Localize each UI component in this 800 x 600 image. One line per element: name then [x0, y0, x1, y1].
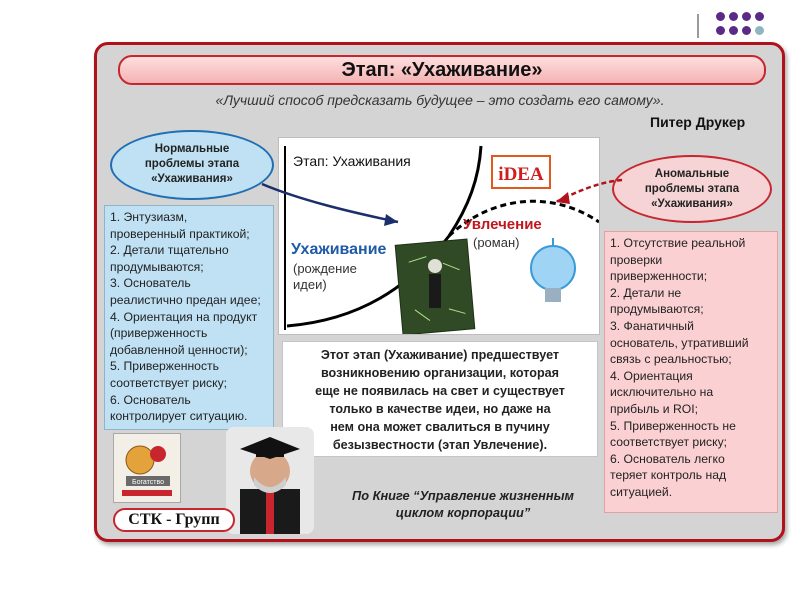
description-line: безызвестности (этап Увлечение). [332, 438, 548, 452]
list-line: (приверженность [110, 326, 208, 341]
description-line: еще не появилась на свет и существует [315, 384, 565, 398]
lightbulb-icon [531, 238, 575, 302]
courtship-label: Ухаживание [291, 241, 387, 258]
list-line: 5. Приверженность [110, 359, 219, 374]
company-badge: СТК - Групп [113, 508, 235, 532]
cloud-line: Нормальные [154, 143, 230, 155]
idea-badge [492, 156, 550, 188]
normal-problems-cloud [110, 130, 274, 200]
list-line: продумываются; [110, 259, 204, 274]
list-line: проверенный практикой; [110, 226, 250, 241]
stage-description [282, 341, 598, 457]
cloud-line: «Ухаживания» [651, 198, 733, 210]
list-line: 3. Фанатичный [610, 318, 694, 333]
corner-divider [697, 14, 699, 38]
book-caption [332, 487, 594, 521]
idea-badge-text: iDEA [498, 164, 544, 185]
description-line: возникновению организации, которая [320, 366, 560, 380]
quote-text: «Лучший способ предсказать будущее – это создать его самому». [215, 92, 665, 108]
abnormal-problems-cloud [612, 155, 772, 223]
list-line: 4. Ориентация на продукт [110, 309, 258, 324]
list-line: связь с реальностью; [610, 352, 732, 367]
chalkboard-image [395, 239, 475, 335]
cloud-line: проблемы этапа [144, 158, 240, 170]
courtship-sub-label-2: идеи) [293, 277, 327, 292]
list-line: прибыль и ROI; [610, 401, 699, 416]
list-line: проверки [610, 252, 663, 267]
caption-line: По Книге “Управление жизненным [352, 488, 574, 503]
abnormal-problems-list [604, 231, 778, 513]
list-line: соответствует риску; [110, 375, 228, 390]
list-line: продумываются; [610, 302, 704, 317]
quote-author: Питер Друкер [650, 114, 746, 130]
lifecycle-chart-svg [279, 138, 600, 335]
caption-line: циклом корпорации” [395, 505, 531, 520]
description-line: только в качестве идеи, но даже на [329, 402, 551, 416]
list-line: ситуацией. [610, 484, 673, 499]
list-line: 2. Детали тщательно [110, 243, 229, 258]
list-line: приверженности; [610, 269, 708, 284]
list-line: 1. Отсутствие реальной [610, 236, 746, 250]
list-line: 4. Ориентация [610, 368, 693, 383]
decorative-dots [716, 12, 776, 38]
list-line: 6. Основатель легко [610, 451, 725, 466]
list-line: 2. Детали не [610, 285, 682, 300]
page-title: Этап: «Ухаживание» [118, 55, 766, 85]
list-line: реалистично предан идее; [110, 292, 261, 307]
list-line: 3. Основатель [110, 276, 191, 291]
author-photo [226, 427, 314, 534]
list-line: добавленной ценности); [110, 342, 248, 357]
description-line: Этот этап (Ухаживание) предшествует [320, 348, 560, 362]
normal-problems-list [104, 205, 274, 430]
cloud-line: «Ухаживания» [151, 173, 233, 185]
list-line: основатель, утративший [610, 335, 749, 350]
list-line: 5. Приверженность не [610, 418, 736, 433]
list-line: исключительно на [610, 385, 714, 400]
list-line: 6. Основатель [110, 392, 191, 407]
book-cover-title: Богатство [132, 479, 164, 486]
list-line: теряет контроль над [610, 468, 727, 483]
courtship-sub-label-1: (рождение [293, 261, 357, 276]
cloud-line: проблемы этапа [644, 183, 740, 195]
list-line: 1. Энтузиазм, [110, 210, 188, 224]
list-line: контролирует ситуацию. [110, 409, 248, 424]
affair-label: Увлечение [463, 216, 542, 233]
affair-sub-label: (роман) [473, 235, 520, 250]
chart-heading: Этап: Ухаживания [293, 153, 411, 169]
description-line: нем она может свалиться в пучину [330, 420, 550, 434]
list-line: соответствует риску; [610, 435, 728, 450]
book-cover-image [113, 433, 181, 503]
lifecycle-chart [278, 137, 600, 335]
cloud-line: Аномальные [654, 168, 730, 180]
